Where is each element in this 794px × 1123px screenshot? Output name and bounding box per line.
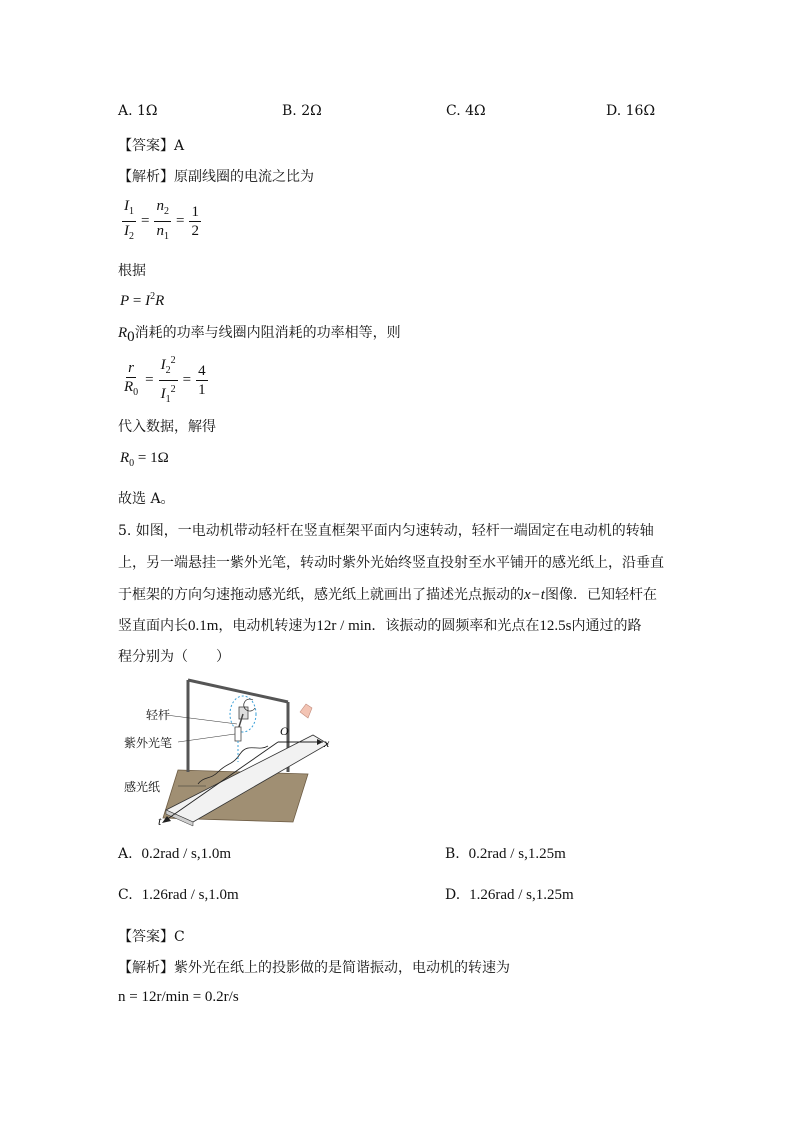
frame-top-bar xyxy=(188,680,288,702)
r0-result: $R_0 = 1\Omega$ xyxy=(120,450,169,469)
label-pen: 紫外光笔 xyxy=(124,736,173,750)
label-paper: 感光纸 xyxy=(124,780,161,794)
q5-analysis: 【解析】紫外光在纸上的投影做的是简谐振动，电动机的转速为 xyxy=(118,960,510,976)
q5-option-c: C. 1.26rad / s,1.0m xyxy=(118,887,239,903)
substitute-text: 代入数据，解得 xyxy=(118,419,216,435)
q4-conclusion: 故选 A。 xyxy=(118,491,175,507)
current-ratio-equation: $\frac{I_1}{I_2}$ = $\frac{n_2}{n_1}$ = $\frac{1}{2}$ xyxy=(124,198,199,242)
q4-analysis xyxy=(118,166,314,186)
label-t: t xyxy=(158,814,162,828)
q4-option-d: D. 16Ω xyxy=(606,103,656,119)
analysis-label: 【解析】 xyxy=(118,169,174,185)
hand-icon xyxy=(300,704,312,718)
q5-stem-line4: 竖直面内长0.1m，电动机转速为12r / min．该振动的圆频率和光点在12.5s内通过的路 xyxy=(118,618,642,634)
q5-speed-equation: n = 12r/min = 0.2r/s xyxy=(118,989,239,1005)
q5-option-a: A. 0.2rad / s,1.0m xyxy=(118,846,232,862)
q5-stem-line3: 于框架的方向匀速拖动感光纸，感光纸上就画出了描述光点振动的x−t图像．已知轻杆在 xyxy=(118,587,657,603)
label-x: x xyxy=(324,736,330,750)
q4-option-c: C. 4Ω xyxy=(446,103,486,119)
q5-stem-line2: 上，另一端悬挂一紫外光笔，转动时紫外光始终竖直投射至水平铺开的感光纸上，沿垂直 xyxy=(118,555,664,571)
q4-option-b: B. 2Ω xyxy=(282,103,322,119)
q5-stem-line5: 程分别为（ ） xyxy=(118,649,230,665)
q4-answer: 【答案】A xyxy=(118,138,185,154)
r0-statement: $R_0$消耗的功率与线圈内阻消耗的功率相等，则 xyxy=(118,325,401,345)
label-o: O xyxy=(280,724,289,738)
analysis-text: 原副线圈的电流之比为 xyxy=(174,169,314,185)
q5-option-d: D. 1.26rad / s,1.25m xyxy=(445,887,574,903)
basis-text: 根据 xyxy=(118,263,146,279)
power-equation: $P = I^2R$ xyxy=(120,291,165,309)
q5-answer: 【答案】C xyxy=(118,929,185,945)
q4-option-a: A. 1Ω xyxy=(118,103,158,119)
q5-option-b: B. 0.2rad / s,1.25m xyxy=(445,846,566,862)
label-rod: 轻杆 xyxy=(146,708,171,722)
resistance-ratio-equation: $\frac{r}{R_0}$ = $\frac{I_2^2}{I_1^2}$ = $\frac{4}{1}$ xyxy=(120,352,210,409)
motor xyxy=(239,707,248,719)
q5-stem-line1: 5. 如图，一电动机带动轻杆在竖直框架平面内匀速转动，轻杆一端固定在电动机的转轴 xyxy=(118,523,654,539)
uv-pen xyxy=(235,727,241,741)
apparatus-figure xyxy=(118,672,333,832)
